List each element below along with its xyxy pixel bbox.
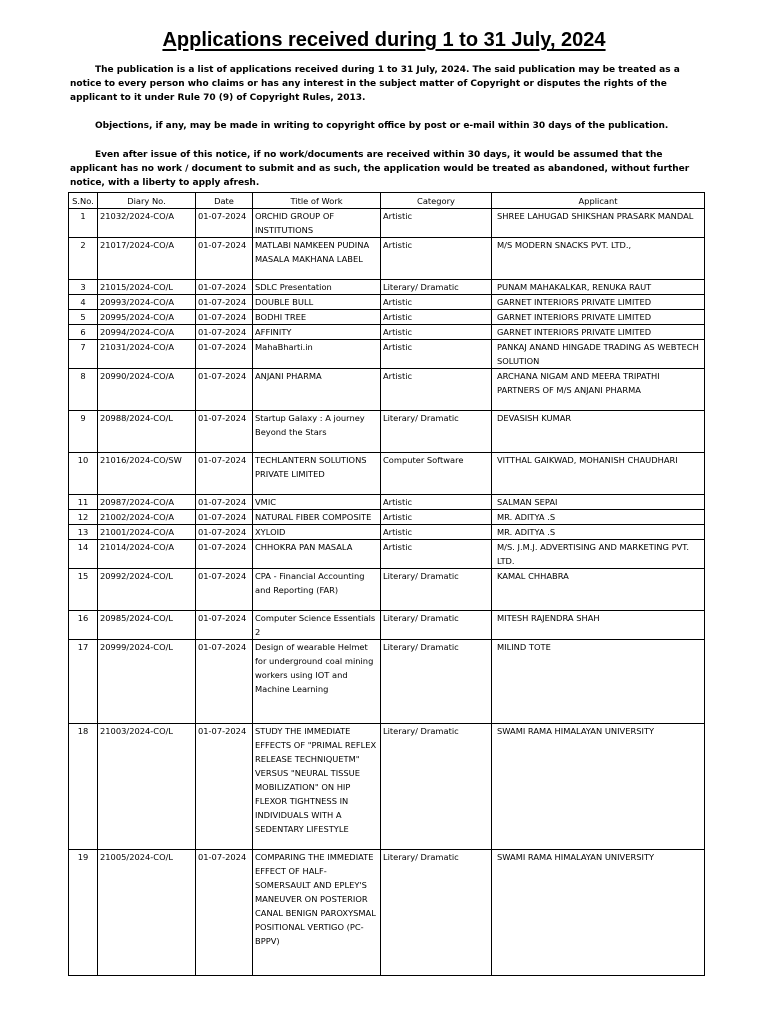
cell-title-of-work: Computer Science Essentials 2	[253, 611, 381, 640]
table-row	[69, 238, 705, 280]
abandonment-paragraph: Even after issue of this notice, if no work/documents are received within 30 days, it would be assumed that the applicant has no work / document to submit and as such, the application would be treated as abandoned, without further notice, with a liberty to apply afresh.	[70, 150, 690, 188]
cell-sno: 5	[69, 310, 98, 325]
cell-applicant: SALMAN SEPAI	[492, 495, 705, 510]
cell-applicant: PUNAM MAHAKALKAR, RENUKA RAUT	[492, 280, 705, 295]
cell-applicant: PANKAJ ANAND HINGADE TRADING AS WEBTECH SOLUTION	[492, 340, 705, 369]
cell-applicant: GARNET INTERIORS PRIVATE LIMITED	[492, 310, 705, 325]
cell-applicant: MR. ADITYA .S	[492, 525, 705, 540]
cell-category: Artistic	[381, 525, 492, 540]
cell-date: 01-07-2024	[196, 295, 253, 310]
cell-category: Artistic	[381, 310, 492, 325]
cell-title-of-work: BODHI TREE	[253, 310, 381, 325]
table-row	[69, 540, 705, 569]
cell-date: 01-07-2024	[196, 369, 253, 411]
cell-sno: 17	[69, 640, 98, 724]
cell-sno: 13	[69, 525, 98, 540]
cell-diary-no: 21016/2024-CO/SW	[98, 453, 196, 495]
header-sno: S.No.	[69, 193, 98, 209]
cell-title-of-work: TECHLANTERN SOLUTIONS PRIVATE LIMITED	[253, 453, 381, 495]
cell-category: Literary/ Dramatic	[381, 724, 492, 850]
cell-date: 01-07-2024	[196, 280, 253, 295]
page-title: Applications received during 1 to 31 July, 2024	[162, 29, 606, 51]
cell-sno: 10	[69, 453, 98, 495]
cell-sno: 2	[69, 238, 98, 280]
cell-sno: 8	[69, 369, 98, 411]
cell-category: Artistic	[381, 325, 492, 340]
table-row	[69, 724, 705, 850]
cell-sno: 6	[69, 325, 98, 340]
cell-sno: 1	[69, 209, 98, 238]
cell-applicant: M/S. J.M.J. ADVERTISING AND MARKETING PVT. LTD.	[492, 540, 705, 569]
table-row	[69, 453, 705, 495]
cell-date: 01-07-2024	[196, 340, 253, 369]
cell-title-of-work: ORCHID GROUP OF INSTITUTIONS	[253, 209, 381, 238]
cell-diary-no: 20987/2024-CO/A	[98, 495, 196, 510]
cell-applicant: SHREE LAHUGAD SHIKSHAN PRASARK MANDAL	[492, 209, 705, 238]
cell-date: 01-07-2024	[196, 525, 253, 540]
table-row	[69, 411, 705, 453]
cell-sno: 11	[69, 495, 98, 510]
cell-diary-no: 21031/2024-CO/A	[98, 340, 196, 369]
header-applicant: Applicant	[492, 193, 705, 209]
cell-diary-no: 20990/2024-CO/A	[98, 369, 196, 411]
cell-diary-no: 21001/2024-CO/A	[98, 525, 196, 540]
cell-category: Literary/ Dramatic	[381, 411, 492, 453]
table-row	[69, 310, 705, 325]
cell-applicant: MILIND TOTE	[492, 640, 705, 724]
cell-title-of-work: XYLOID	[253, 525, 381, 540]
cell-date: 01-07-2024	[196, 611, 253, 640]
cell-diary-no: 20988/2024-CO/L	[98, 411, 196, 453]
header-title-of-work: Title of Work	[253, 193, 381, 209]
cell-applicant: DEVASISH KUMAR	[492, 411, 705, 453]
header-date: Date	[196, 193, 253, 209]
cell-date: 01-07-2024	[196, 310, 253, 325]
cell-sno: 4	[69, 295, 98, 310]
table-row	[69, 850, 705, 976]
cell-applicant: ARCHANA NIGAM AND MEERA TRIPATHI PARTNERS OF M/S ANJANI PHARMA	[492, 369, 705, 411]
cell-diary-no: 20999/2024-CO/L	[98, 640, 196, 724]
cell-date: 01-07-2024	[196, 325, 253, 340]
cell-category: Artistic	[381, 295, 492, 310]
applications-table	[68, 192, 705, 976]
cell-date: 01-07-2024	[196, 238, 253, 280]
cell-category: Literary/ Dramatic	[381, 850, 492, 976]
cell-applicant: MITESH RAJENDRA SHAH	[492, 611, 705, 640]
cell-title-of-work: Startup Galaxy : A journey Beyond the Stars	[253, 411, 381, 453]
table-row	[69, 325, 705, 340]
cell-diary-no: 21015/2024-CO/L	[98, 280, 196, 295]
table-row	[69, 569, 705, 611]
cell-title-of-work: SDLC Presentation	[253, 280, 381, 295]
cell-diary-no: 21014/2024-CO/A	[98, 540, 196, 569]
table-row	[69, 369, 705, 411]
cell-category: Artistic	[381, 369, 492, 411]
cell-date: 01-07-2024	[196, 540, 253, 569]
cell-sno: 3	[69, 280, 98, 295]
table-row	[69, 611, 705, 640]
notice-paragraph: The publication is a list of applications received during 1 to 31 July, 2024. The said publication may be treated as a notice to every person who claims or has any interest in the subject matter of Copyright or disputes the rights of the applicant to it under Rule 70 (9) of Copyright Rules, 2013.	[70, 65, 680, 103]
objections-paragraph: Objections, if any, may be made in writing to copyright office by post or e-mail within 30 days of the publication.	[95, 121, 669, 131]
cell-title-of-work: VMIC	[253, 495, 381, 510]
cell-diary-no: 20992/2024-CO/L	[98, 569, 196, 611]
cell-applicant: GARNET INTERIORS PRIVATE LIMITED	[492, 325, 705, 340]
cell-diary-no: 20995/2024-CO/A	[98, 310, 196, 325]
table-row	[69, 295, 705, 310]
cell-category: Artistic	[381, 540, 492, 569]
cell-category: Artistic	[381, 495, 492, 510]
cell-sno: 19	[69, 850, 98, 976]
cell-date: 01-07-2024	[196, 569, 253, 611]
table-row	[69, 209, 705, 238]
cell-title-of-work: STUDY THE IMMEDIATE EFFECTS OF "PRIMAL REFLEX RELEASE TECHNIQUETM" VERSUS "NEURAL TISSUE MOBILIZATION" ON HIP FLEXOR TIGHTNESS IN INDIVIDUALS WITH A SEDENTARY LIFESTYLE	[253, 724, 381, 850]
cell-date: 01-07-2024	[196, 850, 253, 976]
cell-title-of-work: ANJANI PHARMA	[253, 369, 381, 411]
cell-applicant: M/S MODERN SNACKS PVT. LTD.,	[492, 238, 705, 280]
cell-category: Artistic	[381, 209, 492, 238]
cell-date: 01-07-2024	[196, 724, 253, 850]
table-row	[69, 510, 705, 525]
cell-diary-no: 20994/2024-CO/A	[98, 325, 196, 340]
cell-sno: 16	[69, 611, 98, 640]
cell-diary-no: 20985/2024-CO/L	[98, 611, 196, 640]
cell-category: Literary/ Dramatic	[381, 569, 492, 611]
table-row	[69, 495, 705, 510]
cell-applicant: KAMAL CHHABRA	[492, 569, 705, 611]
cell-title-of-work: MahaBharti.in	[253, 340, 381, 369]
cell-category: Literary/ Dramatic	[381, 640, 492, 724]
cell-title-of-work: CPA - Financial Accounting and Reporting (FAR)	[253, 569, 381, 611]
cell-applicant: SWAMI RAMA HIMALAYAN UNIVERSITY	[492, 850, 705, 976]
cell-date: 01-07-2024	[196, 209, 253, 238]
cell-title-of-work: DOUBLE BULL	[253, 295, 381, 310]
cell-sno: 14	[69, 540, 98, 569]
cell-title-of-work: NATURAL FIBER COMPOSITE	[253, 510, 381, 525]
table-row	[69, 340, 705, 369]
cell-diary-no: 21017/2024-CO/A	[98, 238, 196, 280]
cell-sno: 12	[69, 510, 98, 525]
cell-sno: 7	[69, 340, 98, 369]
table-row	[69, 525, 705, 540]
cell-title-of-work: CHHOKRA PAN MASALA	[253, 540, 381, 569]
cell-title-of-work: AFFINITY	[253, 325, 381, 340]
cell-category: Computer Software	[381, 453, 492, 495]
cell-date: 01-07-2024	[196, 510, 253, 525]
cell-diary-no: 21005/2024-CO/L	[98, 850, 196, 976]
cell-title-of-work: Design of wearable Helmet for underground coal mining workers using IOT and Machine Learning	[253, 640, 381, 724]
cell-category: Artistic	[381, 510, 492, 525]
cell-diary-no: 21032/2024-CO/A	[98, 209, 196, 238]
cell-title-of-work: COMPARING THE IMMEDIATE EFFECT OF HALF-SOMERSAULT AND EPLEY'S MANEUVER ON POSTERIOR CANAL BENIGN PAROXYSMAL POSITIONAL VERTIGO (PC-BPPV)	[253, 850, 381, 976]
table-row	[69, 640, 705, 724]
table-row	[69, 280, 705, 295]
cell-category: Literary/ Dramatic	[381, 611, 492, 640]
cell-sno: 18	[69, 724, 98, 850]
table-header-row	[69, 193, 705, 209]
cell-date: 01-07-2024	[196, 495, 253, 510]
header-diary-no: Diary No.	[98, 193, 196, 209]
cell-sno: 9	[69, 411, 98, 453]
cell-date: 01-07-2024	[196, 411, 253, 453]
cell-applicant: VITTHAL GAIKWAD, MOHANISH CHAUDHARI	[492, 453, 705, 495]
cell-diary-no: 20993/2024-CO/A	[98, 295, 196, 310]
cell-diary-no: 21002/2024-CO/A	[98, 510, 196, 525]
cell-sno: 15	[69, 569, 98, 611]
header-category: Category	[381, 193, 492, 209]
cell-date: 01-07-2024	[196, 640, 253, 724]
cell-category: Artistic	[381, 340, 492, 369]
cell-applicant: GARNET INTERIORS PRIVATE LIMITED	[492, 295, 705, 310]
cell-applicant: SWAMI RAMA HIMALAYAN UNIVERSITY	[492, 724, 705, 850]
cell-title-of-work: MATLABI NAMKEEN PUDINA MASALA MAKHANA LABEL	[253, 238, 381, 280]
cell-applicant: MR. ADITYA .S	[492, 510, 705, 525]
cell-diary-no: 21003/2024-CO/L	[98, 724, 196, 850]
cell-category: Literary/ Dramatic	[381, 280, 492, 295]
cell-category: Artistic	[381, 238, 492, 280]
cell-date: 01-07-2024	[196, 453, 253, 495]
